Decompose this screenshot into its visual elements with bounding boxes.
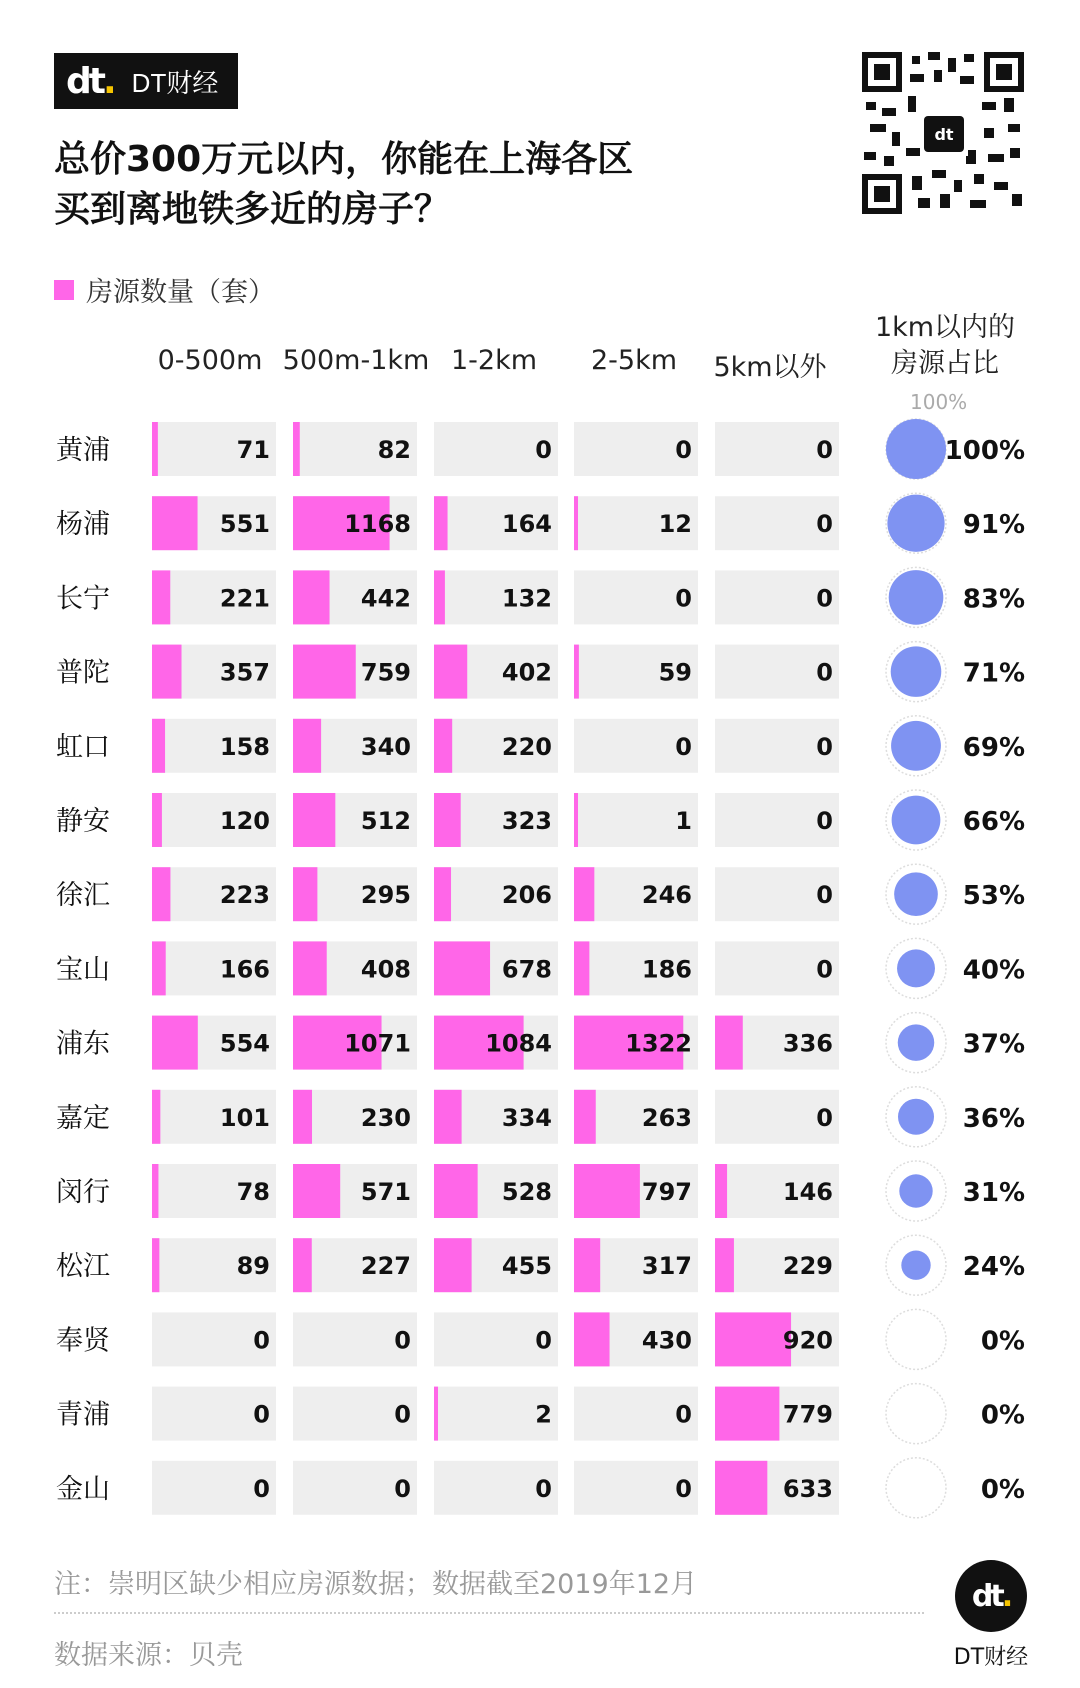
bar (434, 496, 448, 550)
bar-value-label: 132 (501, 584, 552, 613)
bar (574, 1090, 596, 1144)
source-note: 数据来源：贝壳 (54, 1640, 243, 1671)
share-value-label: 40% (962, 955, 1025, 986)
share-header-line1: 1km以内的 (874, 312, 1016, 343)
share-bubble (897, 949, 935, 987)
bar (434, 867, 451, 921)
bar-value-label: 920 (782, 1326, 833, 1355)
bar-value-label: 402 (501, 658, 552, 687)
bar (293, 867, 317, 921)
bar-value-label: 227 (360, 1252, 411, 1281)
divider (54, 1612, 924, 1614)
bar-value-label: 82 (377, 436, 411, 464)
bar (434, 1238, 472, 1292)
column-header-0-500m: 0-500m (157, 345, 263, 376)
bar-value-label: 0 (816, 658, 833, 687)
bar-value-label: 246 (641, 881, 692, 910)
share-header-line2: 房源占比 (891, 348, 999, 379)
footnote: 注：崇明区缺少相应房源数据；数据截至2019年12月 (54, 1569, 698, 1600)
bar-value-label: 1168 (344, 510, 411, 539)
share-bubble (887, 495, 944, 552)
district-label: 奉贤 (56, 1325, 110, 1357)
bar (715, 1461, 767, 1515)
bar-value-label: 357 (219, 658, 270, 687)
bar-value-label: 633 (782, 1474, 833, 1503)
bar (152, 719, 165, 773)
share-bubble (892, 796, 941, 845)
district-label: 徐汇 (56, 880, 110, 912)
legend-label: 房源数量（套） (86, 277, 275, 308)
bar-value-label: 0 (816, 881, 833, 910)
bar-value-label: 89 (236, 1252, 270, 1281)
share-value-label: 0% (980, 1326, 1025, 1357)
district-label: 金山 (56, 1473, 110, 1505)
bar (715, 1387, 779, 1441)
bar (434, 570, 445, 624)
share-reference-label: 100% (910, 390, 968, 414)
bar-value-label: 554 (219, 1029, 270, 1058)
district-label: 闵行 (56, 1177, 110, 1208)
share-value-label: 69% (962, 732, 1025, 763)
bar-value-label: 779 (782, 1400, 833, 1429)
share-value-label: 36% (962, 1103, 1025, 1134)
bar-value-label: 71 (236, 436, 270, 464)
bar-value-label: 221 (219, 584, 270, 613)
chart-title-line2: 买到离地铁多近的房子？ (54, 189, 451, 230)
share-value-label: 24% (962, 1252, 1025, 1283)
district-label: 静安 (56, 806, 110, 837)
column-header-1-2km: 1-2km (450, 345, 538, 376)
bar-value-label: 512 (360, 807, 411, 835)
bar (152, 645, 182, 699)
share-value-label: 37% (962, 1029, 1025, 1060)
bar-value-label: 0 (675, 1400, 692, 1429)
bar-value-label: 223 (219, 881, 270, 910)
bar-value-label: 0 (675, 436, 692, 464)
bar-value-label: 0 (535, 1326, 552, 1355)
bar (574, 1238, 600, 1292)
bar-value-label: 571 (360, 1178, 411, 1206)
share-bubble-ring (886, 1458, 946, 1518)
bar (293, 422, 300, 476)
bar-value-label: 442 (360, 584, 411, 613)
bar-value-label: 12 (658, 510, 692, 539)
bar (434, 645, 467, 699)
bar (574, 867, 594, 921)
district-label: 杨浦 (56, 509, 110, 541)
brand-logo-mark: dt. (66, 60, 114, 102)
bar (152, 1016, 198, 1070)
bar-value-label: 430 (641, 1326, 692, 1355)
bar-value-label: 0 (816, 732, 833, 761)
bar-value-label: 146 (782, 1178, 833, 1206)
share-bubble (898, 1024, 934, 1060)
bar (574, 1164, 640, 1218)
bar (152, 867, 170, 921)
bar-value-label: 2 (535, 1400, 552, 1429)
bar-value-label: 0 (394, 1474, 411, 1503)
bar (293, 645, 356, 699)
bar-value-label: 164 (501, 510, 552, 539)
bar-value-label: 0 (394, 1400, 411, 1429)
district-label: 长宁 (56, 583, 110, 615)
brand-name: DT财经 (131, 67, 219, 98)
bar (293, 1238, 312, 1292)
share-bubble-ring (886, 1309, 946, 1369)
bar-value-label: 1084 (485, 1029, 552, 1058)
district-label: 虹口 (56, 731, 110, 763)
share-value-label: 31% (962, 1178, 1025, 1208)
bar (574, 793, 578, 847)
bar (434, 1387, 438, 1441)
bar-value-label: 0 (816, 436, 833, 464)
bar-value-label: 1071 (344, 1029, 411, 1058)
bar (434, 941, 490, 995)
bar (152, 793, 162, 847)
bar-value-label: 166 (219, 955, 270, 984)
share-bubble (891, 721, 941, 771)
bar-value-label: 0 (394, 1326, 411, 1355)
bar-value-label: 678 (501, 955, 552, 984)
bar-value-label: 408 (360, 955, 411, 984)
district-label: 黄浦 (56, 435, 110, 466)
bar (293, 719, 321, 773)
share-value-label: 83% (962, 584, 1025, 615)
bar-value-label: 0 (253, 1474, 270, 1503)
district-label: 嘉定 (56, 1102, 110, 1134)
bar (715, 1016, 743, 1070)
share-bubble (898, 1099, 934, 1135)
bar (434, 719, 452, 773)
district-label: 浦东 (56, 1028, 110, 1060)
bar-value-label: 0 (816, 510, 833, 539)
share-bubble (894, 872, 938, 916)
bar-value-label: 0 (816, 584, 833, 613)
bar-value-label: 0 (816, 1103, 833, 1132)
bar-value-label: 0 (816, 807, 833, 835)
bar-value-label: 797 (641, 1178, 692, 1206)
bar-value-label: 263 (641, 1103, 692, 1132)
district-label: 青浦 (56, 1399, 110, 1431)
bar-value-label: 59 (658, 658, 692, 687)
share-value-label: 100% (944, 436, 1025, 466)
bar-value-label: 295 (360, 881, 411, 910)
bar-value-label: 0 (253, 1400, 270, 1429)
bar-value-label: 334 (501, 1103, 552, 1132)
bar-value-label: 158 (219, 732, 270, 761)
chart-title-line1: 总价300万元以内，你能在上海各区 (54, 139, 634, 180)
bar (293, 941, 327, 995)
share-value-label: 71% (962, 658, 1025, 689)
bar-value-label: 528 (501, 1178, 552, 1206)
share-bubble (886, 419, 946, 479)
column-header-5km-beyond: 5km以外 (713, 352, 827, 383)
bar-value-label: 1 (675, 807, 692, 835)
bar (293, 570, 330, 624)
share-bubble (889, 570, 944, 625)
bar (434, 793, 461, 847)
column-header-500m-1km: 500m-1km (282, 345, 430, 376)
bar-value-label: 229 (782, 1252, 833, 1281)
bar (574, 496, 578, 550)
bar (152, 496, 198, 550)
bar-value-label: 186 (641, 955, 692, 984)
bar (152, 1164, 158, 1218)
bar-value-label: 220 (501, 732, 552, 761)
district-label: 松江 (56, 1251, 110, 1283)
bar-value-label: 78 (236, 1178, 270, 1206)
bar-value-label: 0 (253, 1326, 270, 1355)
bar (574, 645, 579, 699)
share-bubble (891, 646, 942, 697)
column-header-2-5km: 2-5km (590, 345, 678, 376)
bar-value-label: 759 (360, 658, 411, 687)
share-value-label: 0% (980, 1474, 1025, 1505)
share-bubble-ring (886, 1384, 946, 1444)
bar-value-label: 0 (675, 1474, 692, 1503)
bar-value-label: 101 (219, 1103, 270, 1132)
bar (434, 1090, 462, 1144)
bar-value-label: 340 (360, 732, 411, 761)
bar (152, 570, 170, 624)
bar-value-label: 0 (675, 732, 692, 761)
bar-value-label: 1322 (625, 1029, 692, 1058)
bar (152, 1238, 159, 1292)
bar (152, 422, 158, 476)
bar-value-label: 120 (219, 807, 270, 835)
bar (293, 793, 335, 847)
bar-value-label: 0 (675, 584, 692, 613)
district-label: 宝山 (56, 954, 110, 986)
bar (715, 1164, 727, 1218)
bar-value-label: 206 (501, 881, 552, 910)
bar-value-label: 455 (501, 1252, 552, 1281)
bar-value-label: 0 (816, 955, 833, 984)
bar (574, 1312, 610, 1366)
qr-center-logo: dt (934, 125, 954, 144)
bar-value-label: 0 (535, 436, 552, 464)
share-value-label: 91% (962, 510, 1025, 541)
bar (434, 1164, 478, 1218)
bar (715, 1312, 791, 1366)
bar (293, 1090, 312, 1144)
footer-logo-icon: dt . (955, 1560, 1027, 1632)
share-value-label: 66% (962, 807, 1025, 837)
share-value-label: 53% (962, 881, 1025, 912)
share-bubble (901, 1251, 930, 1280)
bar-value-label: 323 (501, 807, 552, 835)
bar-value-label: 230 (360, 1103, 411, 1132)
bar-value-label: 0 (535, 1474, 552, 1503)
footer-brand-name: DT财经 (953, 1645, 1029, 1670)
bar-value-label: 551 (219, 510, 270, 539)
bar (574, 941, 589, 995)
bar (152, 1090, 160, 1144)
share-value-label: 0% (980, 1400, 1025, 1431)
district-label: 普陀 (56, 657, 110, 689)
bar (715, 1238, 734, 1292)
share-bubble (899, 1174, 932, 1207)
bar (293, 1164, 340, 1218)
bar-value-label: 336 (782, 1029, 833, 1058)
bar-value-label: 317 (641, 1252, 692, 1281)
bar (152, 941, 166, 995)
